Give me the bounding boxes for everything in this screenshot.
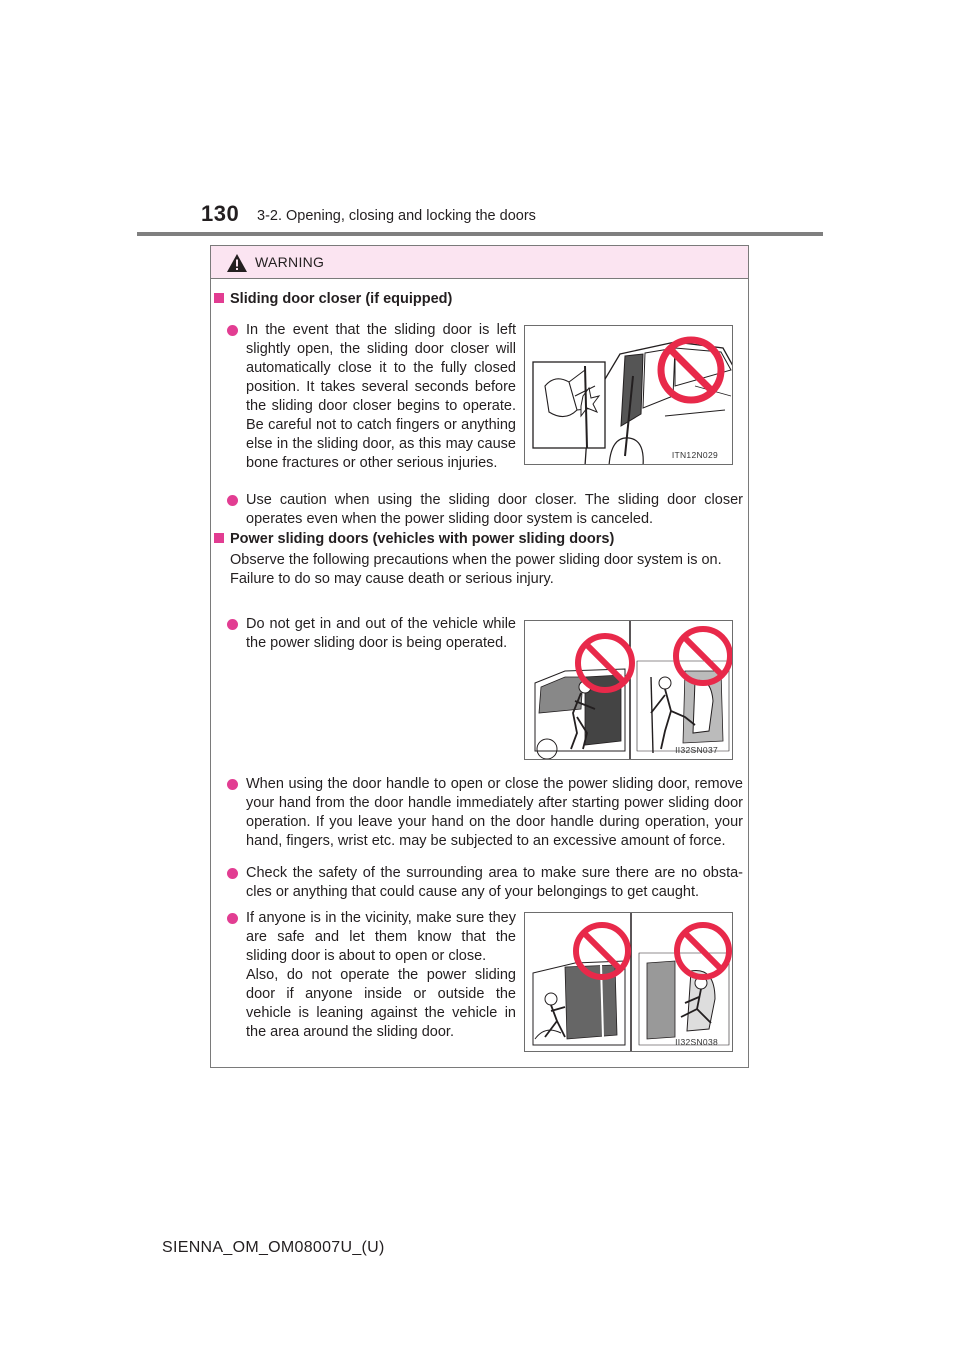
figure-anyone-vicinity [524,912,733,1052]
figure-closer-hand [524,325,733,465]
bullet-get-in-out: Do not get in and out of the vehicle while the power sliding door is being operated. [227,615,516,653]
bullet-door-handle: When using the door handle to open or close the power sliding door, remove your hand from the door handle immediately after starting power sliding door operation. If you leave your hand on the door handle during operation, your hand, fingers, wrist etc. may be subjected to an excessive amount of force. [227,775,743,851]
page-number: 130 [201,201,240,226]
bullet-dot-icon [227,913,238,924]
vicinity-illustration [525,913,733,1052]
bullet-dot-icon [227,619,238,630]
header-rule [137,232,823,236]
closer-hand-illustration [525,326,733,465]
bullet-dot-icon [227,779,238,790]
figure-code: II32SN037 [675,745,718,755]
warning-box [210,245,749,1068]
power-intro: Observe the following precautions when the power sliding door system is on. Failure to do so may cause death or serious injury. [230,552,722,587]
section-title: 3-2. Opening, closing and locking the doors [257,208,536,224]
warning-title: WARNING [255,254,325,270]
bullet-closer-fingers: In the event that the sliding door is left slightly open, the sliding door closer will automatically close it to the fully closed position. It takes several seconds before the sliding door closer begins to operate. Be careful not to catch fingers or anything else in the sliding door, as this may cause bone fractures or other serious injuries. [227,321,516,473]
warning-header [211,246,748,279]
warning-triangle-icon [226,253,248,273]
get-in-out-illustration [525,621,733,760]
heading-power-sliding-doors: Power sliding doors (vehicles with power sliding doors) [214,531,614,547]
bullet-dot-icon [227,868,238,879]
heading-sliding-door-closer: Sliding door closer (if equipped) [214,291,452,307]
page-header [0,0,960,240]
document-code: SIENNA_OM_OM08007U_(U) [162,1239,385,1256]
bullet-anyone-vicinity: If anyone is in the vicinity, make sure they are safe and let them know that the sliding door is about to open or close. Also, do not operate the power sliding door if anyone inside or outside the vehicle is leaning against the vehicle in the area around the sliding door. [227,909,516,1042]
square-bullet-icon [214,533,224,543]
figure-code: II32SN038 [675,1037,718,1047]
bullet-dot-icon [227,325,238,336]
bullet-closer-caution: Use caution when using the sliding door closer. The sliding door closer operates even when the power sliding door system is canceled. [227,491,743,529]
bullet-check-safety: Check the safety of the surrounding area to make sure there are no obsta- cles or anything that could cause any of your belongings to get caught. [227,864,743,902]
bullet-dot-icon [227,495,238,506]
figure-code: ITN12N029 [671,450,718,460]
figure-get-in-out [524,620,733,760]
square-bullet-icon [214,293,224,303]
